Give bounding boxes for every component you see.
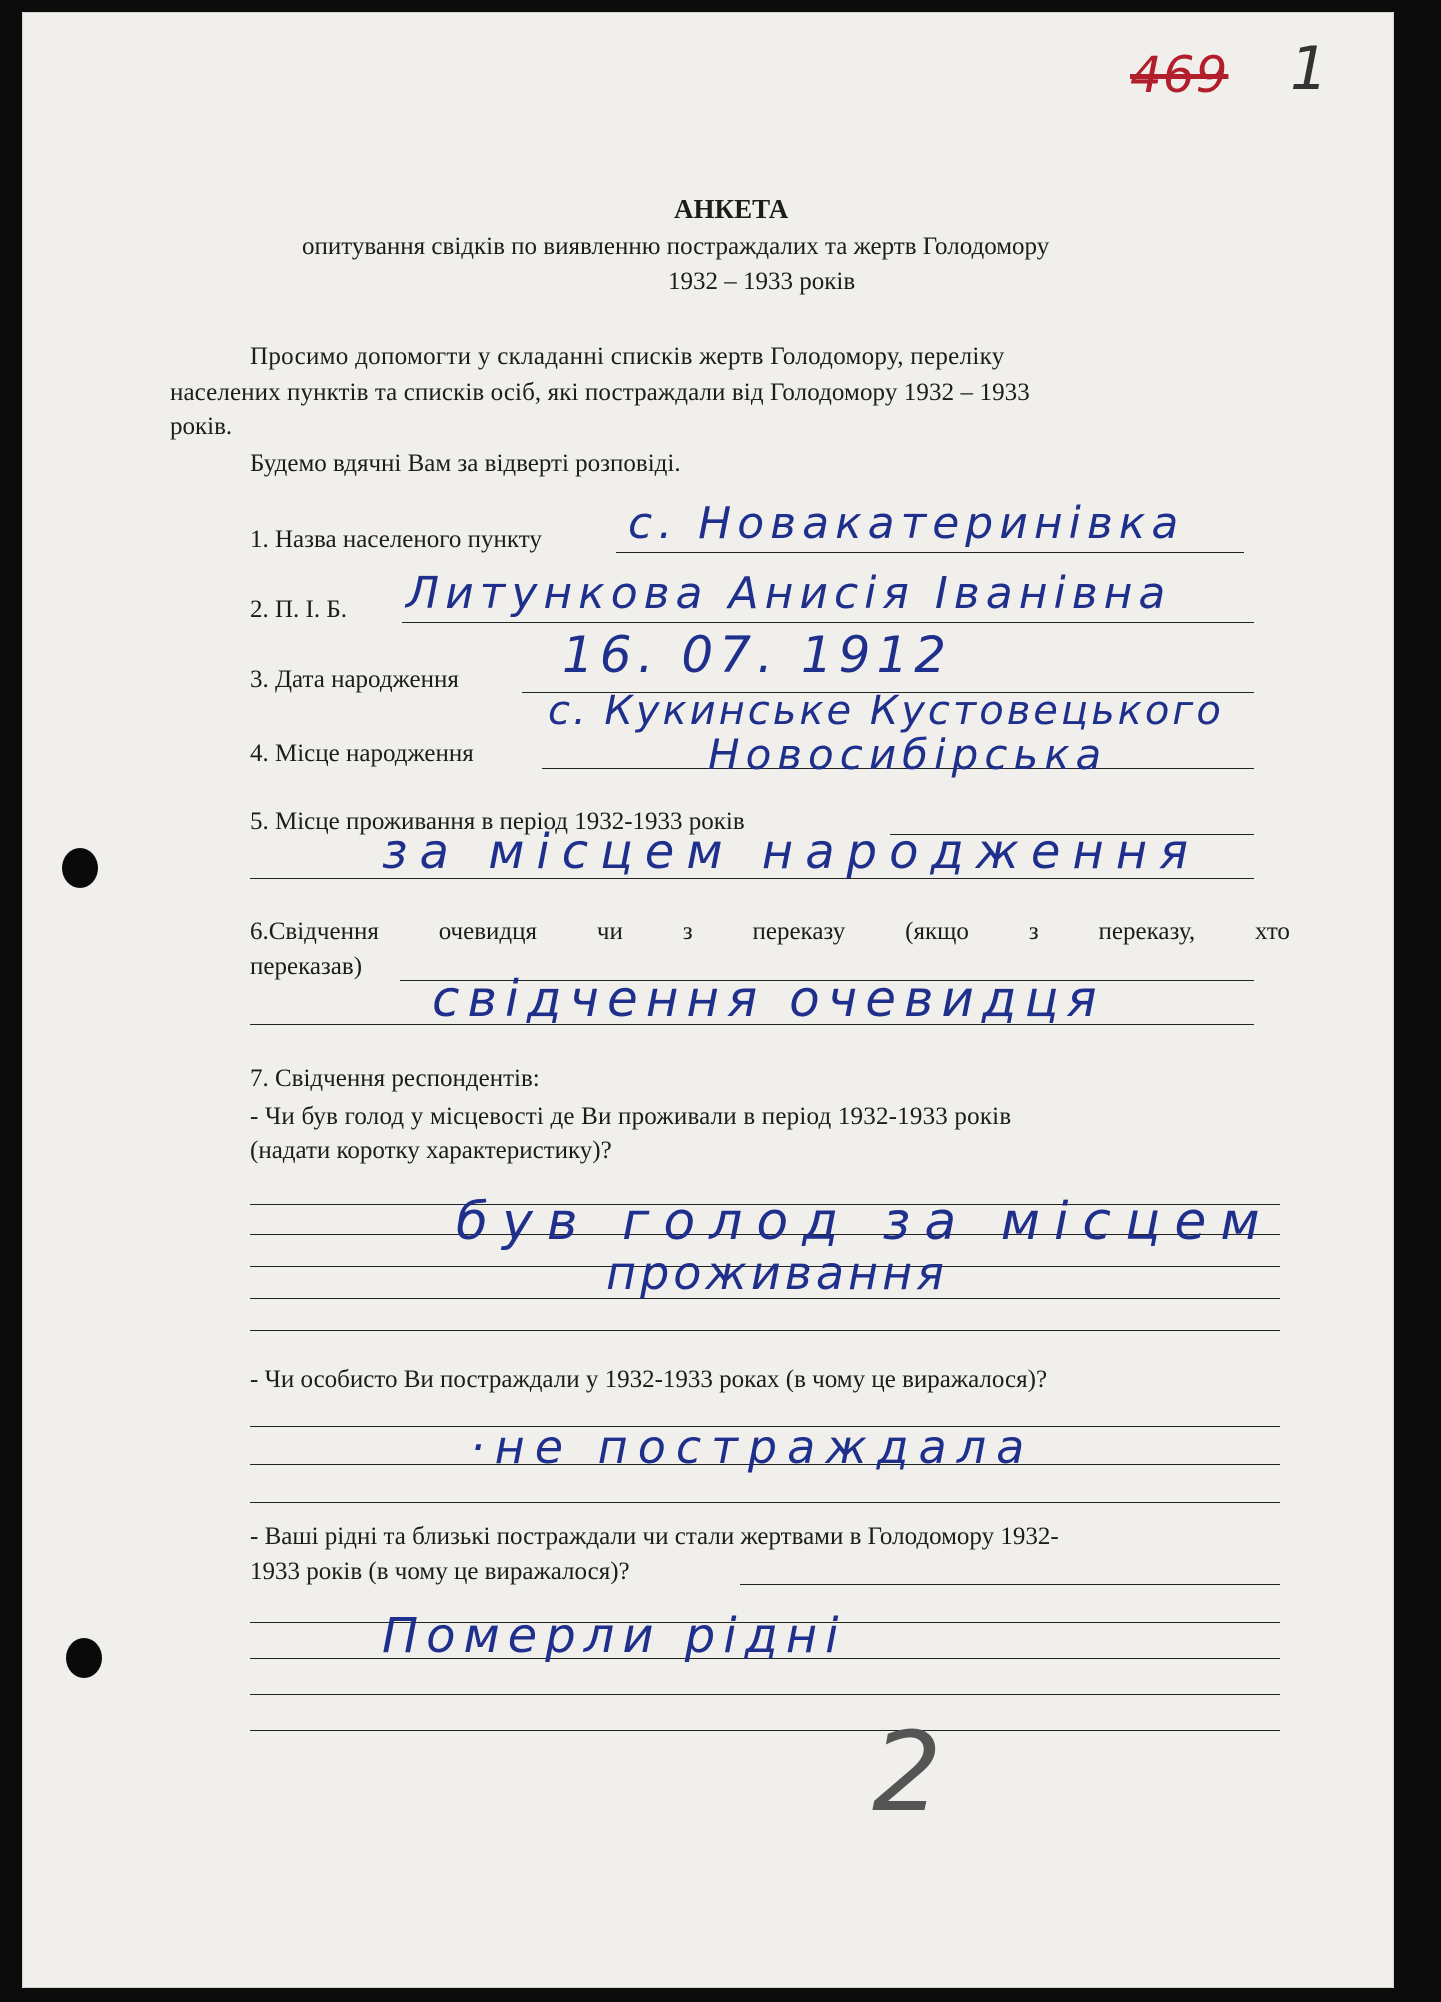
form-years: 1932 – 1933 років: [668, 268, 856, 295]
bottom-mark: 2: [872, 1708, 942, 1836]
q6-word: з: [1028, 918, 1039, 945]
q7-label: 7. Свідчення респондентів:: [250, 1065, 540, 1092]
q6-word: переказу: [752, 918, 846, 945]
q3-answer: 16. 07. 1912: [562, 626, 953, 684]
q7a-line: [250, 1330, 1280, 1331]
q6-label-line-2: переказав): [250, 953, 363, 980]
punch-hole-top: [62, 848, 98, 888]
q2-answer-line: [402, 622, 1254, 623]
archive-number-crossed: 469: [1130, 46, 1229, 104]
q6-word: чи: [596, 918, 623, 945]
q5-label: 5. Місце проживання в період 1932-1933 років: [250, 808, 745, 835]
q7c-answer: Померли рідні: [382, 1608, 847, 1664]
q6-word: хто: [1254, 918, 1290, 945]
q7c-line-1: - Ваші рідні та близькі постраждали чи стали жертвами в Голодомору 1932-: [250, 1523, 1059, 1550]
q6-answer: свідчення очевидця: [432, 970, 1105, 1028]
q4-label: 4. Місце народження: [250, 740, 474, 767]
q7a-line-1: - Чи був голод у місцевості де Ви проживали в період 1932-1933 років: [250, 1103, 1012, 1130]
q7c-line-2: 1933 років (в чому це виражалося)?: [250, 1558, 630, 1585]
q7c-line: [740, 1584, 1280, 1585]
q4-answer-line-1: с. Кукинське Кустовецького: [548, 688, 1224, 734]
q1-label: 1. Назва населеного пункту: [250, 526, 542, 553]
q6-label-line-1: [250, 917, 1290, 947]
q6-word: переказу,: [1098, 918, 1196, 945]
form-subtitle: опитування свідків по виявленню постраждалих та жертв Голодомору: [302, 233, 1050, 260]
q6-word: (якщо: [905, 918, 969, 945]
q7a-answer-line-1: був голод за місцем: [456, 1192, 1274, 1252]
q6-word: з: [682, 918, 693, 945]
q7c-line: [250, 1694, 1280, 1695]
q3-label: 3. Дата народження: [250, 666, 459, 693]
intro-line-1: Просимо допомогти у складанні списків жертв Голодомору, переліку: [250, 343, 1005, 370]
q7b-line: [250, 1502, 1280, 1503]
q7b-answer: ·не постраждала: [470, 1420, 1035, 1474]
form-title: АНКЕТА: [674, 194, 789, 224]
q6-word: очевидця: [438, 918, 538, 945]
q7c-line: [250, 1730, 1280, 1731]
punch-hole-bottom: [66, 1638, 102, 1678]
q4-answer-line-2: Новосибірська: [708, 730, 1108, 779]
q7a-answer-line-2: проживання: [606, 1246, 948, 1300]
q7a-line-2: (надати коротку характеристику)?: [250, 1137, 612, 1164]
intro-line-2: населених пунктів та списків осіб, які постраждали від Голодомору 1932 – 1933: [170, 379, 1030, 406]
q5-answer: за місцем народження: [382, 824, 1201, 880]
page-number: 1: [1290, 34, 1329, 104]
questionnaire-sheet: [22, 12, 1394, 1988]
intro-thanks: Будемо вдячні Вам за відверті розповіді.: [250, 450, 681, 477]
q1-answer: с. Новакатеринівка: [628, 498, 1185, 549]
intro-line-3: років.: [170, 413, 233, 440]
q6-word: 6.Свідчення: [250, 918, 379, 945]
q2-answer: Литункова Анисія Іванівна: [406, 568, 1172, 619]
q1-answer-line: [616, 552, 1244, 553]
q2-label: 2. П. І. Б.: [250, 596, 347, 623]
q7b-label: - Чи особисто Ви постраждали у 1932-1933 роках (в чому це виражалося)?: [250, 1366, 1048, 1393]
